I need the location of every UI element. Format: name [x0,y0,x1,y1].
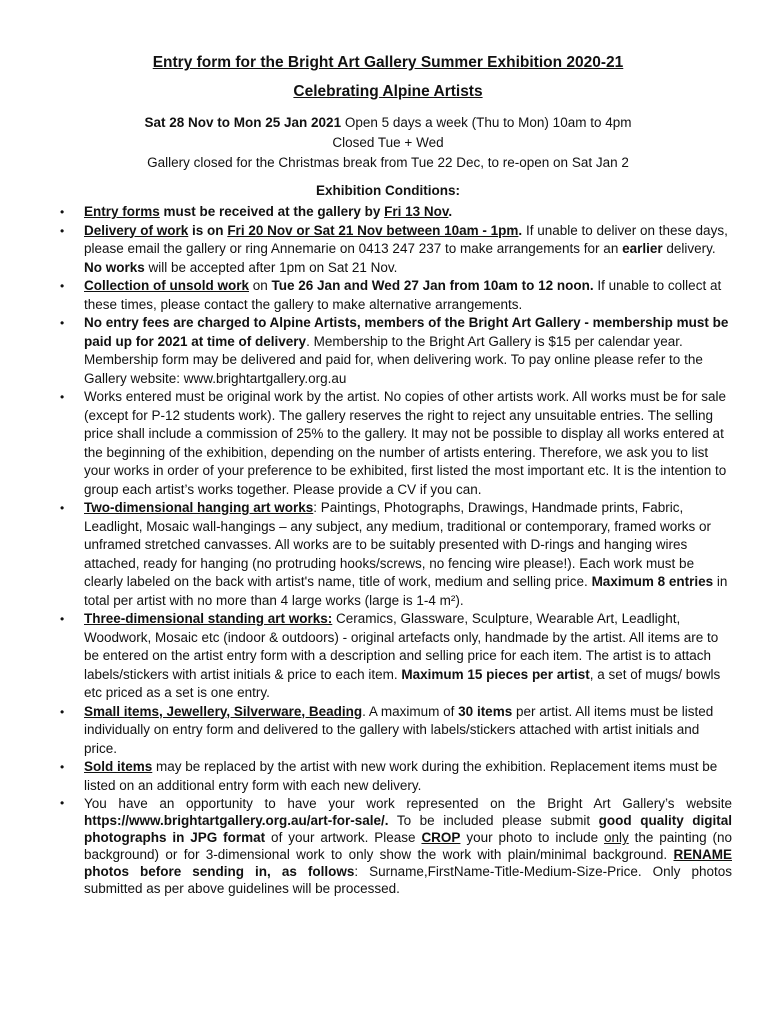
list-item-entry-fees: • No entry fees are charged to Alpine Artists, members of the Bright Art Gallery - membership must be paid up for 2021 at time of delivery. Membership to the Bright Art Gallery is $15 per calendar year. Membership form may be delivered and paid for, when delivering work. To pay online please refer to the Gallery website: www.brightartgallery.org.au [60,315,729,386]
document-subtitle: Celebrating Alpine Artists [293,83,483,100]
list-item-two-dimensional: • Two-dimensional hanging art works: Paintings, Photographs, Drawings, Handmade prints, Fabric, Leadlight, Mosaic wall-hangings – any subject, any medium, traditional or contemporary, framed works or unframed stretched canvasses. All works are to be suitably presented with D-rings and hanging wires attached, ready for hanging (no protruding hooks/screws, no fencing wire please!). Each work must be clearly labeled on the back with artist's name, title of work, medium and selling price. Maximum 8 entries in total per artist with no more than 4 large works (large is 1-4 m²). [60,500,728,608]
closed-days: Closed Tue + Wed [332,135,444,150]
bullet-icon: • [60,279,65,293]
bullet-icon: • [60,612,65,626]
list-item-collection: • Collection of unsold work on Tue 26 Jan and Wed 27 Jan from 10am to 12 noon. If unable to collect at these times, please contact the gallery to make alternative arrangements. [60,278,722,312]
list-item-website: • You have an opportunity to have your work represented on the Bright Art Gallery’s website https://www.brightartgallery.org.au/art-for-sale/. To be included please submit good quality digital photographs in JPG format of your artwork. Please CROP your photo to include only the painting (no background) or for 3-dimensional work to only show the work with plain/minimal background. RENAME photos before sending in, as follows: Surname,FirstName-Title-Medium-Size-Price. Only photos submitted as per above guidelines will be processed. [60,796,732,896]
document-title: Entry form for the Bright Art Gallery Summer Exhibition 2020-21 [152,54,624,71]
list-item-three-dimensional: • Three-dimensional standing art works: Ceramics, Glassware, Sculpture, Wearable Art, Leadlight, Woodwork, Mosaic etc (indoor & outdoors) - original artefacts only, handmade by the artist. All items are to be entered on the artist entry form with a description and selling price for each item. The artist is to attach labels/stickers with artist initials & price to each item. Maximum 15 pieces per artist, a set of mugs/ bowls etc priced as a set is one entry. [60,611,721,700]
bullet-icon: • [60,390,65,404]
list-item-delivery: • Delivery of work is on Fri 20 Nov or Sat 21 Nov between 10am - 1pm. If unable to deliver on these days, please email the gallery or ring Annemarie on 0413 247 237 to make arrangements for an earlier delivery. No works will be accepted after 1pm on Sat 21 Nov. [60,222,728,275]
opening-hours: Open 5 days a week (Thu to Mon) 10am to 4pm [341,115,632,130]
conditions-heading: Exhibition Conditions: [316,183,460,198]
bullet-icon: • [60,223,65,238]
list-item-small-items: • Small items, Jewellery, Silverware, Beading. A maximum of 30 items per artist. All items must be listed individually on entry form and delivered to the gallery with labels/stickers attached with artist initials and price. [60,703,714,756]
list-item-entry-forms: • Entry forms must be received at the gallery by Fri 13 Nov. [44,203,732,222]
bullet-icon: • [60,316,65,330]
bullet-icon: • [60,205,65,219]
exhibition-dates [44,113,732,133]
christmas-closure: Gallery closed for the Christmas break from Tue 22 Dec, to re-open on Sat Jan 2 [147,155,629,170]
bullet-icon: • [60,704,65,719]
conditions-list [44,203,732,897]
list-item-original-work: • Works entered must be original work by the artist. No copies of other artists work. All works must be for sale (except for P-12 students work). The gallery reserves the right to reject any unsuitable entries. The selling price shall include a commission of 25% to the gallery. It may not be possible to display all works entered at the beginning of the exhibition, depending on the number of artists entering. Therefore, we ask you to list your works in order of your preference to be exhibited, first listed the most important etc. It is the intention to group each artist’s works together. Please provide a CV if you can. [60,389,727,497]
bullet-icon: • [60,796,65,810]
bullet-icon: • [60,501,65,515]
list-item-sold-items: • Sold items may be replaced by the artist with new work during the exhibition. Replacement items must be listed on an additional entry form with each new delivery. [60,759,718,793]
date-range: Sat 28 Nov to Mon 25 Jan 2021 [144,115,342,130]
bullet-icon: • [60,760,65,774]
website-link: https://www.brightartgallery.org.au/art-for-sale/. [84,813,389,828]
